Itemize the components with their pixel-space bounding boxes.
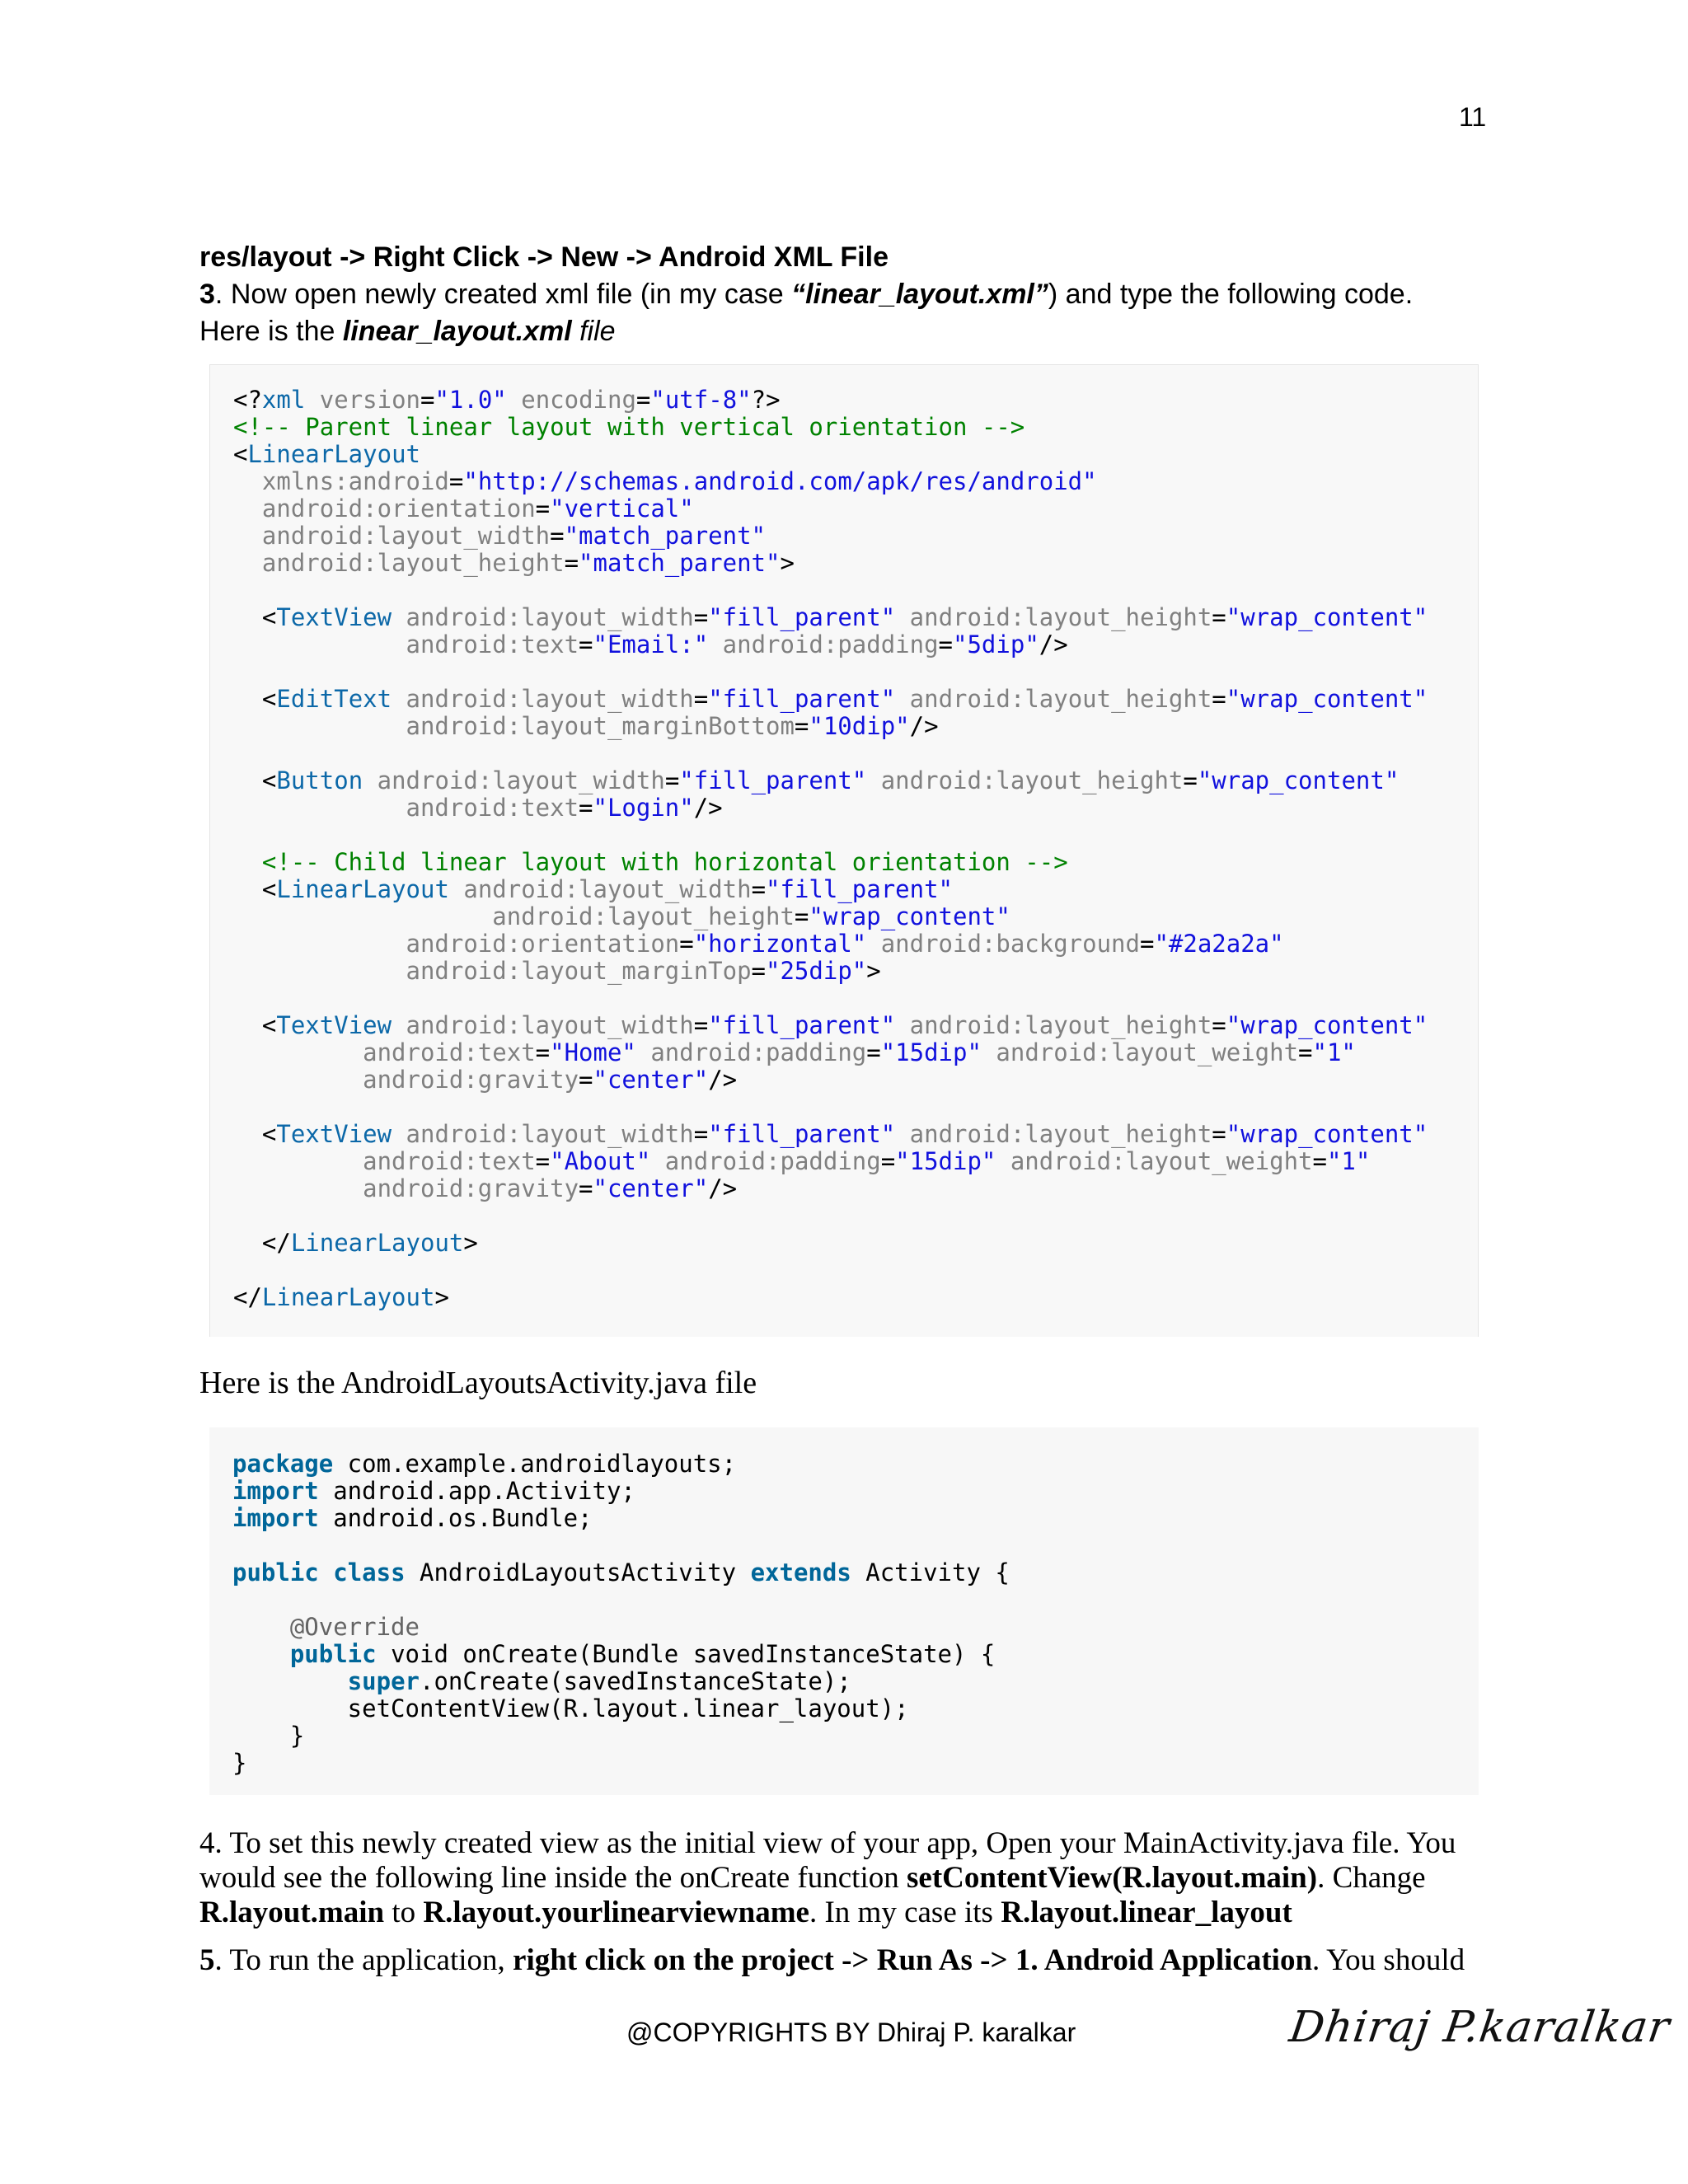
code-token: android:layout_marginTop — [233, 957, 752, 985]
code-token: android:layout_width — [363, 766, 665, 794]
code-token: "15dip" — [880, 1038, 982, 1066]
java-code-line — [232, 1641, 1010, 1668]
code-token: android.app.Activity; — [318, 1477, 635, 1505]
step-text: . To run the application, — [214, 1943, 513, 1977]
code-token: "25dip" — [766, 957, 867, 985]
code-token: android:layout_height — [895, 1011, 1212, 1039]
code-token: = — [1212, 1120, 1226, 1148]
code-token: < — [233, 875, 277, 903]
code-token: = — [1212, 685, 1226, 713]
code-token: </ — [233, 1283, 262, 1311]
step-text: . You should — [1312, 1943, 1465, 1977]
code-token: = — [693, 603, 709, 631]
code-token: version — [305, 386, 420, 414]
code-token: super — [347, 1667, 420, 1695]
java-code-line — [232, 1668, 1010, 1695]
code-token: = — [1139, 930, 1155, 958]
code-token: "5dip" — [953, 630, 1039, 658]
code-token: "1" — [1326, 1147, 1371, 1175]
code-token: = — [535, 494, 551, 523]
code-token: <!-- Parent linear layout with vertical orientation --> — [233, 413, 1025, 441]
code-token: TextView — [276, 1011, 392, 1039]
code-token: "10dip" — [809, 712, 910, 740]
code-token: android:layout_height — [233, 549, 565, 577]
code-token: ?> — [751, 386, 781, 414]
code-token: "#2a2a2a" — [1154, 930, 1284, 958]
code-token: = — [751, 875, 767, 903]
code-token: "1.0" — [434, 386, 507, 414]
code-token: android:gravity — [233, 1174, 579, 1202]
xml-code-line — [233, 822, 1428, 849]
java-code-line — [232, 1532, 1010, 1559]
code-token: EditText — [276, 685, 392, 713]
page-number: 11 — [1459, 102, 1487, 132]
code-token: = — [794, 712, 809, 740]
code-token: Button — [276, 766, 363, 794]
code-token: = — [866, 1038, 881, 1066]
xml-code-line — [233, 1257, 1428, 1284]
code-token: = — [564, 549, 579, 577]
code-token: "About" — [550, 1147, 651, 1175]
code-token: < — [233, 685, 277, 713]
code-token: = — [1183, 766, 1198, 794]
code-token: /> — [1039, 630, 1068, 658]
xml-code-line — [233, 1012, 1428, 1039]
code-token: <? — [233, 386, 262, 414]
code-token: /> — [708, 1174, 738, 1202]
step-text: . Now open newly created xml file (in my case — [214, 279, 792, 310]
code-token: "Email:" — [593, 630, 709, 658]
code-token: xml — [261, 386, 306, 414]
code-token: > — [463, 1229, 478, 1257]
code-token: "center" — [593, 1174, 709, 1202]
xml-code-line — [233, 1094, 1428, 1121]
java-code-text — [232, 1451, 1010, 1777]
code-token — [319, 1558, 333, 1586]
code-token: TextView — [276, 603, 392, 631]
code-token: android:padding — [635, 1038, 867, 1066]
code-reference: R.layout.yourlinearviewname — [423, 1896, 809, 1929]
code-token: "wrap_content" — [809, 902, 1010, 930]
code-token: xmlns:android — [233, 467, 449, 495]
code-token: = — [693, 1120, 709, 1148]
code-token: = — [679, 930, 694, 958]
xml-code-line — [233, 1121, 1428, 1148]
code-token: public — [289, 1640, 377, 1668]
java-code-line — [232, 1478, 1010, 1505]
xml-code-line — [233, 713, 1428, 740]
code-token: = — [1312, 1147, 1327, 1175]
java-code-line — [232, 1695, 1010, 1722]
xml-code-block — [209, 364, 1479, 1337]
step-4-line: 4. To set this newly created view as the initial view of your app, Open your MainActivity.java file. You — [199, 1826, 1456, 1860]
xml-code-line — [233, 1202, 1428, 1230]
xml-code-line — [233, 958, 1428, 985]
code-token: android:background — [866, 930, 1140, 958]
menu-path: right click on the project -> Run As -> 1. Android Application — [513, 1943, 1313, 1977]
xml-code-line — [233, 1175, 1428, 1202]
step-text: would see the following line inside the onCreate function — [199, 1861, 907, 1895]
code-token: = — [1298, 1038, 1313, 1066]
code-token: android:layout_width — [392, 1011, 694, 1039]
code-token: android:layout_marginBottom — [233, 712, 795, 740]
code-token: = — [794, 902, 809, 930]
code-token: "wrap_content" — [1226, 685, 1428, 713]
code-token: android:text — [233, 794, 579, 822]
java-code-line — [232, 1505, 1010, 1532]
file-name: “linear_layout.xml” — [791, 279, 1048, 310]
code-token: "fill_parent" — [708, 685, 896, 713]
xml-code-line — [233, 441, 1428, 468]
code-token: = — [420, 386, 435, 414]
code-token: = — [535, 1147, 551, 1175]
xml-file-caption — [199, 313, 1485, 350]
code-token: = — [1212, 603, 1226, 631]
code-token: android:padding — [708, 630, 939, 658]
step-4-line — [199, 1861, 1493, 1896]
code-token: = — [579, 794, 593, 822]
xml-code-line — [233, 495, 1428, 523]
code-token: > — [434, 1283, 449, 1311]
code-token: android:layout_height — [233, 902, 795, 930]
code-token: LinearLayout — [290, 1229, 464, 1257]
xml-code-line — [233, 686, 1428, 713]
code-token: = — [693, 685, 709, 713]
path-instruction: res/layout -> Right Click -> New -> Android XML File — [199, 241, 889, 273]
code-token: import — [232, 1477, 319, 1505]
code-token: = — [579, 1066, 593, 1094]
xml-code-line — [233, 1284, 1428, 1311]
code-token: android:padding — [650, 1147, 881, 1175]
step-5-line — [199, 1943, 1493, 1978]
code-token: } — [232, 1722, 305, 1750]
step-text: to — [384, 1896, 424, 1929]
code-token: </ — [233, 1229, 291, 1257]
code-token: "utf-8" — [650, 386, 752, 414]
step-number: 3 — [199, 279, 215, 310]
code-token: android:layout_height — [895, 685, 1212, 713]
code-token: "center" — [593, 1066, 709, 1094]
code-token: "Login" — [593, 794, 694, 822]
step-4-paragraph — [199, 1826, 1493, 1930]
xml-code-line — [233, 1066, 1428, 1094]
code-token: = — [664, 766, 680, 794]
code-token: "horizontal" — [693, 930, 867, 958]
step-3-instruction — [199, 276, 1485, 313]
step-number: 5 — [199, 1943, 215, 1977]
code-reference: setContentView(R.layout.main) — [907, 1861, 1318, 1895]
code-token: package — [232, 1450, 334, 1478]
code-token: android:orientation — [233, 494, 536, 523]
step-5-paragraph — [199, 1943, 1493, 1978]
code-token: .onCreate(savedInstanceState); — [420, 1667, 851, 1695]
code-token: /> — [708, 1066, 738, 1094]
code-token — [232, 1667, 348, 1695]
code-token: "match_parent" — [564, 522, 767, 550]
code-token: setContentView(R.layout.linear_layout); — [232, 1694, 909, 1722]
xml-code-line — [233, 930, 1428, 958]
code-token: LinearLayout — [276, 875, 449, 903]
code-token: < — [233, 603, 277, 631]
author-signature: Dhiraj P.karalkar — [1286, 2003, 1673, 2052]
code-token: < — [233, 766, 277, 794]
code-reference: R.layout.linear_layout — [1001, 1896, 1292, 1929]
code-token: AndroidLayoutsActivity — [405, 1558, 751, 1586]
code-token: "wrap_content" — [1226, 603, 1428, 631]
file-name: linear_layout.xml — [342, 316, 572, 347]
code-token: com.example.androidlayouts; — [333, 1450, 737, 1478]
xml-code-line — [233, 767, 1428, 794]
code-token: @Override — [232, 1613, 420, 1641]
xml-code-line — [233, 1039, 1428, 1066]
java-code-line — [232, 1750, 1010, 1777]
xml-code-text — [233, 387, 1428, 1311]
xml-code-line — [233, 740, 1428, 767]
xml-code-line — [233, 631, 1428, 658]
code-token: < — [233, 1011, 277, 1039]
code-token: android:layout_width — [233, 522, 551, 550]
code-token: class — [333, 1558, 406, 1586]
code-token: = — [751, 957, 767, 985]
code-token: android:layout_weight — [981, 1038, 1299, 1066]
xml-code-line — [233, 794, 1428, 822]
code-token: = — [1212, 1011, 1226, 1039]
code-token: android:layout_width — [392, 603, 694, 631]
xml-code-line — [233, 387, 1428, 414]
xml-code-line — [233, 523, 1428, 550]
code-token: "wrap_content" — [1197, 766, 1400, 794]
xml-code-line — [233, 658, 1428, 686]
code-token: android:layout_width — [392, 685, 694, 713]
java-file-caption: Here is the AndroidLayoutsActivity.java file — [199, 1366, 757, 1400]
java-code-line — [232, 1559, 1010, 1586]
code-token: <!-- Child linear layout with horizontal orientation --> — [233, 848, 1068, 876]
intro-section — [199, 239, 1485, 350]
code-token: TextView — [276, 1120, 392, 1148]
java-code-line — [232, 1586, 1010, 1614]
code-token: = — [880, 1147, 896, 1175]
caption-text: file — [571, 316, 616, 347]
code-token: = — [550, 522, 565, 550]
code-token: import — [232, 1504, 319, 1532]
code-token: android:text — [233, 1038, 536, 1066]
code-token: "1" — [1312, 1038, 1356, 1066]
copyright-footer: @COPYRIGHTS BY Dhiraj P. karalkar — [626, 2018, 1076, 2047]
xml-code-line — [233, 985, 1428, 1012]
code-token: "15dip" — [895, 1147, 996, 1175]
code-token: = — [535, 1038, 551, 1066]
code-token: "fill_parent" — [708, 603, 896, 631]
code-token: android:layout_height — [895, 603, 1212, 631]
code-token: android:layout_width — [392, 1120, 694, 1148]
code-token: = — [579, 1174, 593, 1202]
step-4-line — [199, 1896, 1493, 1930]
code-token: android:text — [233, 630, 579, 658]
code-token: = — [693, 1011, 709, 1039]
code-token: "Home" — [550, 1038, 636, 1066]
step-text: . Change — [1317, 1861, 1426, 1895]
java-code-block — [209, 1427, 1479, 1795]
code-token: android.os.Bundle; — [318, 1504, 593, 1532]
code-token: android:orientation — [233, 930, 680, 958]
code-token: /> — [909, 712, 939, 740]
xml-code-line — [233, 849, 1428, 876]
code-token: "match_parent" — [579, 549, 781, 577]
xml-code-line — [233, 414, 1428, 441]
code-token: public — [232, 1558, 319, 1586]
code-token: < — [233, 440, 248, 468]
code-token: android:layout_width — [448, 875, 752, 903]
java-code-line — [232, 1451, 1010, 1478]
code-token: } — [232, 1749, 247, 1777]
code-token: LinearLayout — [247, 440, 420, 468]
java-code-line — [232, 1722, 1010, 1750]
code-token: /> — [693, 794, 723, 822]
code-token: android:text — [233, 1147, 536, 1175]
step-text: ) and type the following code. — [1048, 279, 1414, 310]
xml-code-line — [233, 876, 1428, 903]
xml-code-line — [233, 577, 1428, 604]
code-token: > — [780, 549, 795, 577]
code-token: < — [233, 1120, 277, 1148]
xml-code-line — [233, 1148, 1428, 1175]
code-token — [232, 1640, 290, 1668]
code-token: = — [635, 386, 651, 414]
code-token: = — [448, 467, 464, 495]
code-token: encoding — [506, 386, 636, 414]
xml-code-line — [233, 550, 1428, 577]
code-token: android:layout_height — [866, 766, 1184, 794]
code-token: android:layout_height — [895, 1120, 1212, 1148]
caption-text: Here is the — [199, 316, 343, 347]
code-token: "fill_parent" — [679, 766, 867, 794]
code-token: void onCreate(Bundle savedInstanceState) { — [376, 1640, 996, 1668]
code-token: "http://schemas.android.com/apk/res/android" — [463, 467, 1097, 495]
java-code-line — [232, 1614, 1010, 1641]
xml-code-line — [233, 1230, 1428, 1257]
code-token: "fill_parent" — [708, 1120, 896, 1148]
code-token: = — [938, 630, 954, 658]
code-token: "vertical" — [550, 494, 694, 523]
code-token: LinearLayout — [261, 1283, 435, 1311]
code-token: > — [866, 957, 881, 985]
step-text: . In my case its — [809, 1896, 1001, 1929]
code-token: android:gravity — [233, 1066, 579, 1094]
xml-code-line — [233, 468, 1428, 495]
code-token: extends — [750, 1558, 851, 1586]
code-token: = — [579, 630, 593, 658]
code-token: "fill_parent" — [708, 1011, 896, 1039]
xml-code-line — [233, 903, 1428, 930]
code-token: Activity { — [851, 1558, 1010, 1586]
code-token: "wrap_content" — [1226, 1120, 1428, 1148]
code-token: android:layout_weight — [996, 1147, 1313, 1175]
xml-code-line — [233, 604, 1428, 631]
code-token: "wrap_content" — [1226, 1011, 1428, 1039]
code-token: "fill_parent" — [766, 875, 954, 903]
code-reference: R.layout.main — [199, 1896, 385, 1929]
